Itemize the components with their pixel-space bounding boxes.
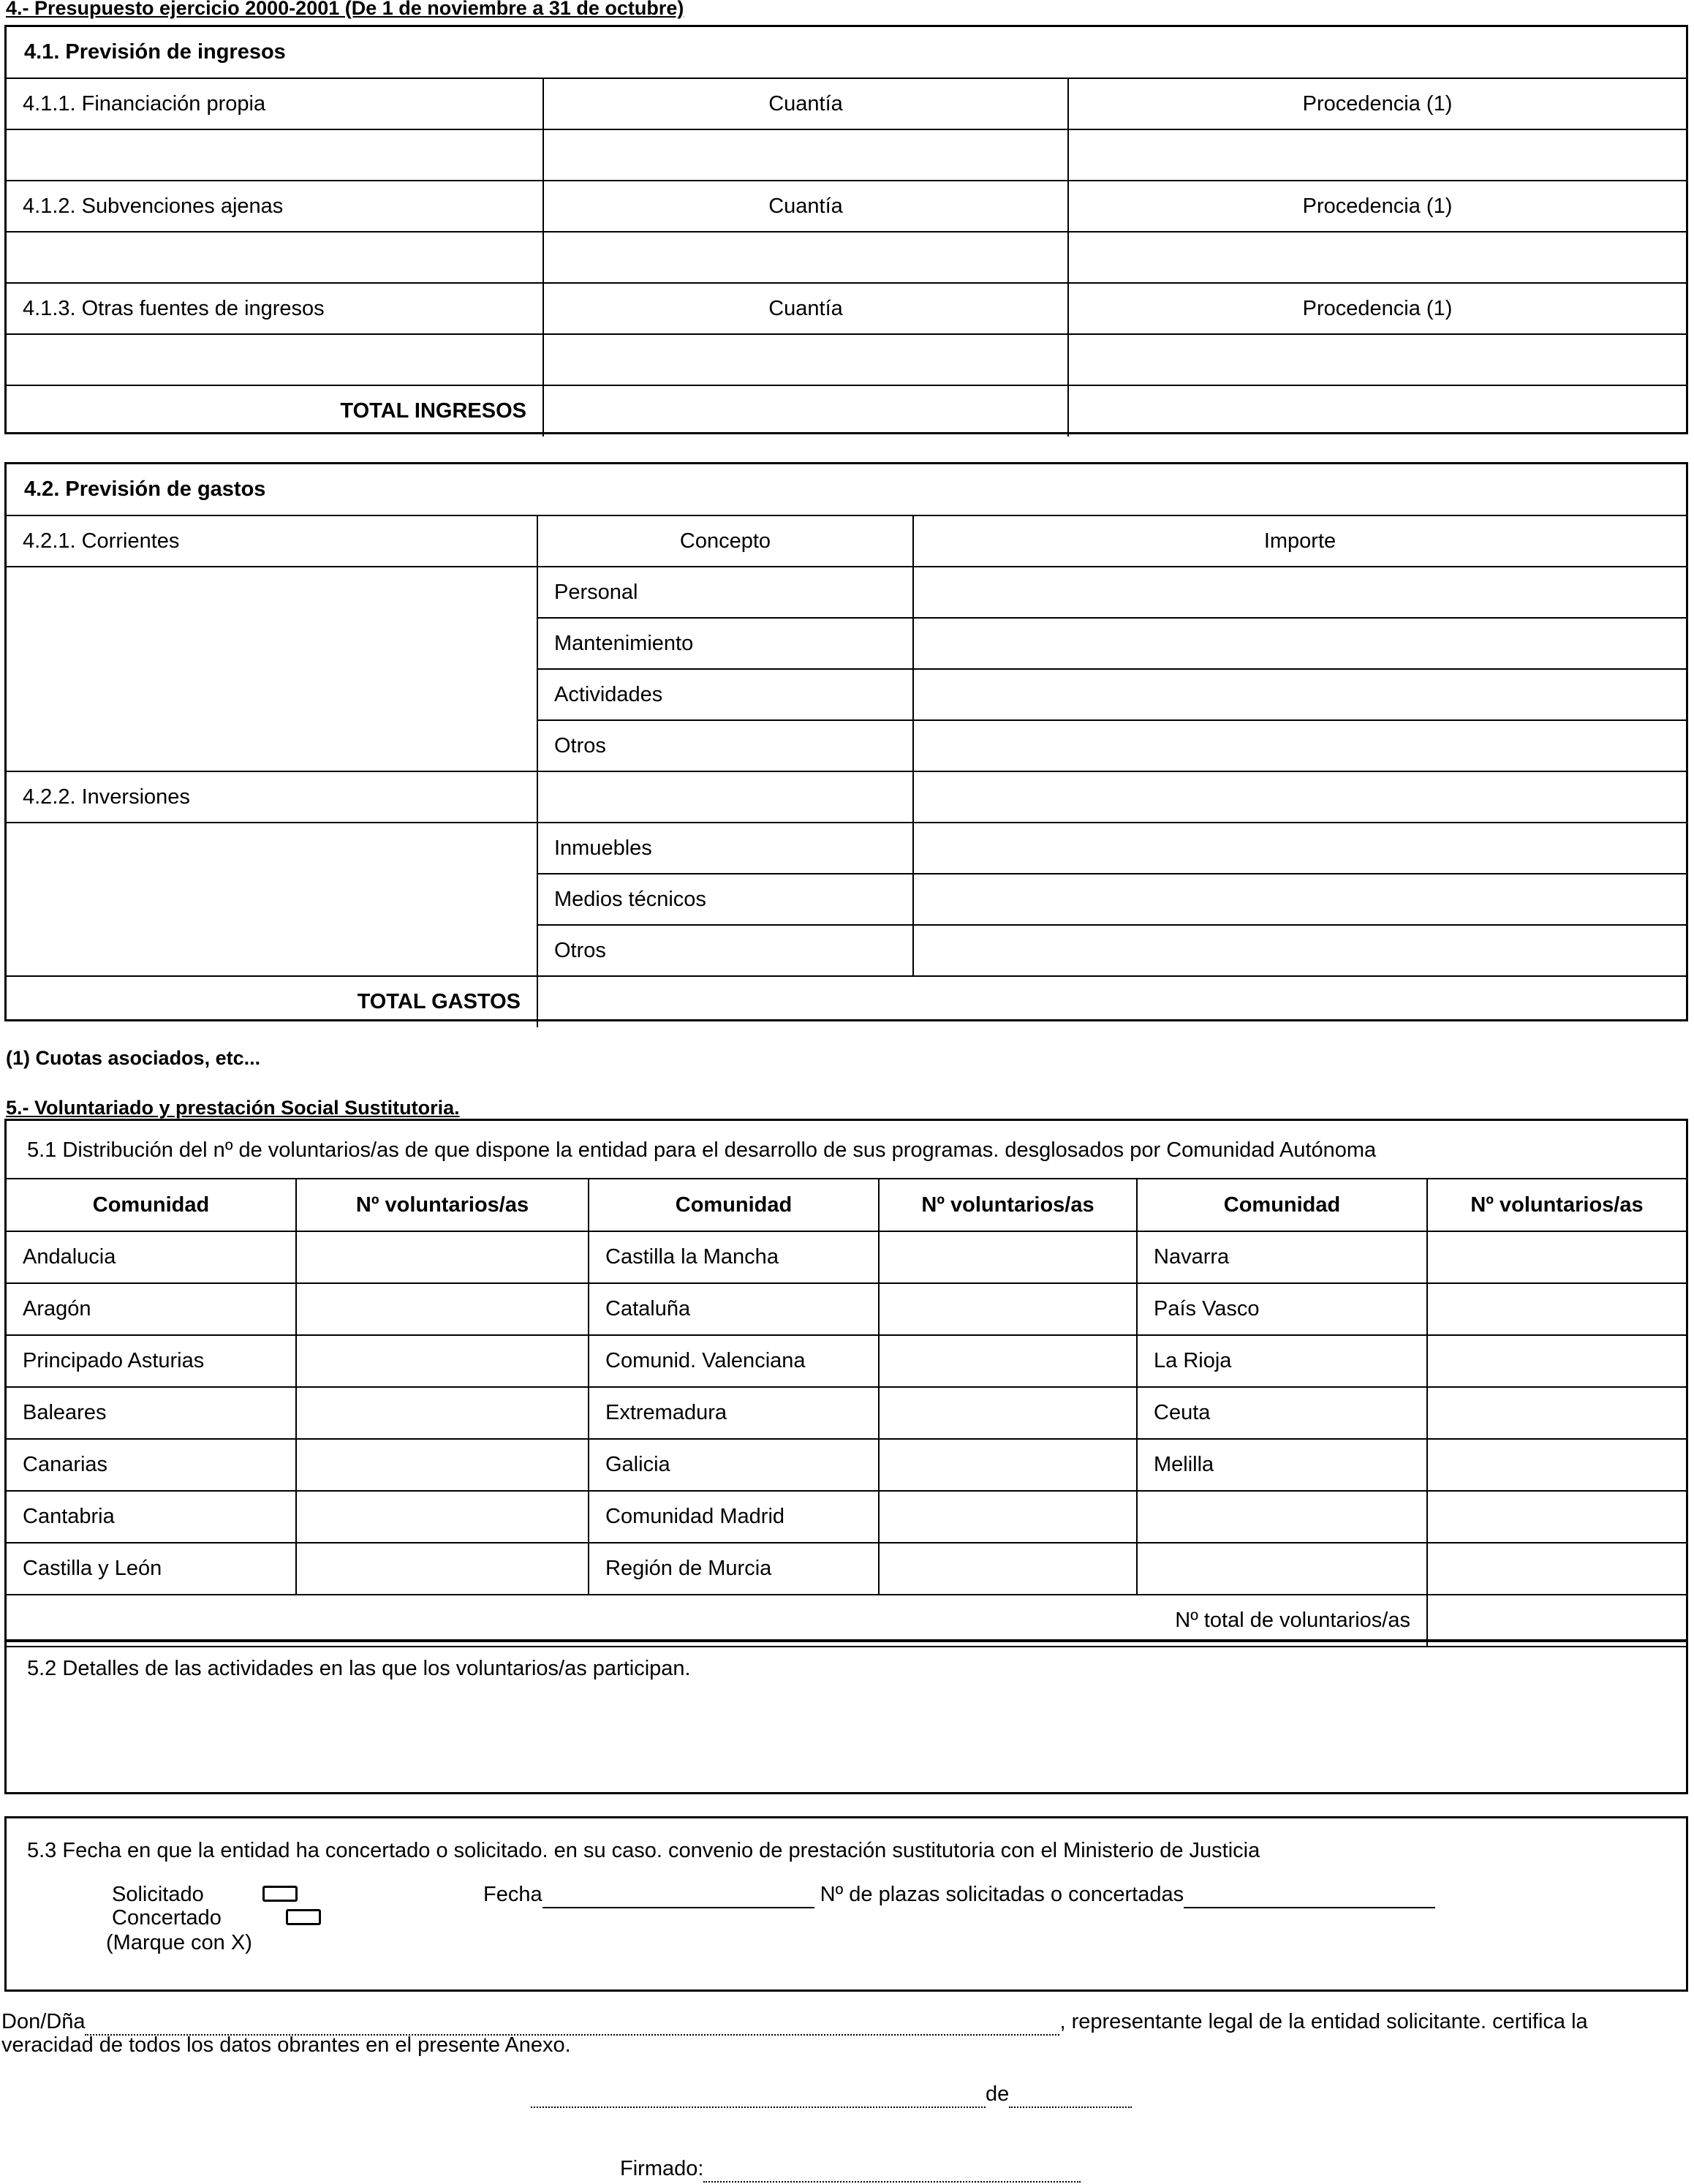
certification-line1	[1, 2010, 1692, 2036]
comunidad-name	[1137, 1491, 1427, 1543]
concepto-item: Medios técnicos	[537, 874, 913, 925]
ingresos-input-cell[interactable]	[7, 232, 543, 283]
firma-field[interactable]	[703, 2157, 1081, 2183]
comunidad-name: Comunidad Madrid	[589, 1491, 879, 1543]
concepto-item: Personal	[537, 567, 913, 618]
voluntarios-input-cell[interactable]	[879, 1439, 1137, 1491]
col-procedencia: Procedencia (1)	[1068, 283, 1686, 334]
importe-input-cell[interactable]	[913, 618, 1686, 669]
voluntarios-input-cell[interactable]	[296, 1335, 589, 1387]
voluntarios-input-cell[interactable]	[1427, 1491, 1686, 1543]
don-label: Don/Dña	[1, 2010, 86, 2033]
total-voluntarios-cell[interactable]	[1427, 1595, 1686, 1647]
plazas-label: Nº de plazas solicitadas o concertadas	[820, 1883, 1184, 1906]
comunidad-name: Baleares	[7, 1387, 296, 1439]
col-cuantia: Cuantía	[543, 78, 1068, 129]
voluntarios-input-cell[interactable]	[879, 1543, 1137, 1595]
importe-input-cell[interactable]	[913, 669, 1686, 720]
comunidad-name: Principado Asturias	[7, 1335, 296, 1387]
comunidad-name: Canarias	[7, 1439, 296, 1491]
inversiones-label: 4.2.2. Inversiones	[7, 771, 537, 823]
voluntarios-input-cell[interactable]	[1427, 1387, 1686, 1439]
de-label: de	[986, 2082, 1010, 2106]
comunidad-name: Cataluña	[589, 1283, 879, 1335]
voluntarios-input-cell[interactable]	[1427, 1439, 1686, 1491]
col-comunidad: Comunidad	[589, 1179, 879, 1231]
col-voluntarios: Nº voluntarios/as	[1427, 1179, 1686, 1231]
col-importe: Importe	[913, 515, 1686, 567]
procedencia-input-cell[interactable]	[1068, 129, 1686, 181]
comunidad-name: Melilla	[1137, 1439, 1427, 1491]
comunidad-name: País Vasco	[1137, 1283, 1427, 1335]
year-field[interactable]	[1009, 2082, 1132, 2108]
comunidad-name: Cantabria	[7, 1491, 296, 1543]
comunidad-name: La Rioja	[1137, 1335, 1427, 1387]
voluntarios-input-cell[interactable]	[296, 1439, 589, 1491]
procedencia-input-cell[interactable]	[1068, 232, 1686, 283]
voluntarios-input-cell[interactable]	[1427, 1231, 1686, 1283]
gastos-table	[7, 464, 1686, 1027]
ingresos-group-label: 4.1.3. Otras fuentes de ingresos	[7, 283, 543, 334]
importe-input-cell[interactable]	[913, 720, 1686, 771]
col-cuantia: Cuantía	[543, 181, 1068, 232]
importe-input-cell[interactable]	[913, 567, 1686, 618]
marque-label: (Marque con X)	[106, 1931, 252, 1954]
section5-title: 5.- Voluntariado y prestación Social Sustitutoria.	[6, 1097, 460, 1119]
don-field[interactable]	[85, 2010, 1059, 2036]
s52-title: 5.2 Detalles de las actividades en las que los voluntarios/as participan.	[27, 1657, 691, 1680]
comunidad-name	[1137, 1543, 1427, 1595]
comunidad-name: Andalucia	[7, 1231, 296, 1283]
firmado-line	[620, 2157, 1081, 2183]
voluntarios-input-cell[interactable]	[879, 1231, 1137, 1283]
comunidad-name: Región de Murcia	[589, 1543, 879, 1595]
voluntarios-input-cell[interactable]	[296, 1543, 589, 1595]
comunidad-name: Castilla la Mancha	[589, 1231, 879, 1283]
concepto-item: Otros	[537, 720, 913, 771]
convenio-box	[4, 1816, 1688, 1992]
voluntarios-input-cell[interactable]	[879, 1491, 1137, 1543]
firmado-label: Firmado:	[620, 2157, 704, 2180]
comunidad-name: Aragón	[7, 1283, 296, 1335]
solicitado-label: Solicitado	[112, 1883, 204, 1906]
voluntarios-input-cell[interactable]	[296, 1283, 589, 1335]
col-comunidad: Comunidad	[1137, 1179, 1427, 1231]
voluntarios-input-cell[interactable]	[1427, 1335, 1686, 1387]
voluntarios-input-cell[interactable]	[879, 1387, 1137, 1439]
voluntarios-box	[4, 1119, 1688, 1680]
s51-title: 5.1 Distribución del nº de voluntarios/as de que dispone la entidad para el desarrollo de sus programas. desglosados por Comunidad Autónoma	[27, 1138, 1377, 1162]
voluntarios-input-cell[interactable]	[296, 1491, 589, 1543]
comunidad-name: Ceuta	[1137, 1387, 1427, 1439]
ingresos-table	[7, 27, 1686, 437]
section4-title: 4.- Presupuesto ejercicio 2000-2001 (De 1 de noviembre a 31 de octubre)	[6, 0, 684, 19]
col-voluntarios: Nº voluntarios/as	[879, 1179, 1137, 1231]
voluntarios-input-cell[interactable]	[879, 1335, 1137, 1387]
footnote: (1) Cuotas asociados, etc...	[6, 1047, 261, 1069]
inversiones-concepto-cell[interactable]	[537, 771, 913, 823]
total-ingresos-cuantia-cell[interactable]	[543, 385, 1068, 437]
ingresos-box	[4, 25, 1688, 434]
total-ingresos-label: TOTAL INGRESOS	[7, 385, 543, 437]
concertado-label: Concertado	[112, 1906, 222, 1930]
s53-title: 5.3 Fecha en que la entidad ha concertado o solicitado. en su caso. convenio de prestación sustitutoria con el Ministerio de Justicia	[27, 1839, 1260, 1862]
col-comunidad: Comunidad	[7, 1179, 296, 1231]
inversiones-blank-cell	[7, 823, 537, 976]
cuantia-input-cell[interactable]	[543, 232, 1068, 283]
col-voluntarios: Nº voluntarios/as	[296, 1179, 589, 1231]
ingresos-title: 4.1. Previsión de ingresos	[7, 27, 1686, 78]
inversiones-importe-cell[interactable]	[913, 771, 1686, 823]
comunidad-name: Comunid. Valenciana	[589, 1335, 879, 1387]
col-concepto: Concepto	[537, 515, 913, 567]
certification-line2: veracidad de todos los datos obrantes en el presente Anexo.	[1, 2033, 571, 2057]
importe-input-cell[interactable]	[913, 925, 1686, 976]
plazas-field[interactable]	[1184, 1883, 1435, 1908]
concertado-checkbox[interactable]	[286, 1909, 321, 1925]
importe-input-cell[interactable]	[913, 874, 1686, 925]
cuantia-input-cell[interactable]	[543, 129, 1068, 181]
place-date-line	[531, 2082, 1132, 2108]
actividades-box[interactable]	[4, 1641, 1688, 1794]
col-procedencia: Procedencia (1)	[1068, 78, 1686, 129]
voluntarios-input-cell[interactable]	[1427, 1543, 1686, 1595]
comunidad-name: Navarra	[1137, 1231, 1427, 1283]
ingresos-group-label: 4.1.2. Subvenciones ajenas	[7, 181, 543, 232]
voluntarios-input-cell[interactable]	[1427, 1283, 1686, 1335]
total-gastos-label: TOTAL GASTOS	[7, 976, 537, 1027]
cuantia-input-cell[interactable]	[543, 334, 1068, 385]
ingresos-input-cell[interactable]	[7, 129, 543, 181]
comunidad-name: Galicia	[589, 1439, 879, 1491]
comunidad-name: Castilla y León	[7, 1543, 296, 1595]
col-cuantia: Cuantía	[543, 283, 1068, 334]
procedencia-input-cell[interactable]	[1068, 334, 1686, 385]
corrientes-label: 4.2.1. Corrientes	[7, 515, 537, 567]
concepto-item: Mantenimiento	[537, 618, 913, 669]
ingresos-input-cell[interactable]	[7, 334, 543, 385]
concepto-item: Actividades	[537, 669, 913, 720]
total-voluntarios-label: Nº total de voluntarios/as	[7, 1595, 1427, 1647]
certification-text: , representante legal de la entidad solicitante. certifica la	[1059, 2010, 1588, 2033]
importe-input-cell[interactable]	[913, 823, 1686, 874]
voluntarios-input-cell[interactable]	[296, 1231, 589, 1283]
solicitado-checkbox[interactable]	[262, 1886, 298, 1902]
comunidad-name: Extremadura	[589, 1387, 879, 1439]
fecha-row	[483, 1883, 1435, 1908]
total-ingresos-procedencia-cell[interactable]	[1068, 385, 1686, 437]
fecha-field[interactable]	[542, 1883, 814, 1908]
fecha-label: Fecha	[483, 1883, 542, 1906]
concepto-item: Otros	[537, 925, 913, 976]
ingresos-group-label: 4.1.1. Financiación propia	[7, 78, 543, 129]
corrientes-blank-cell	[7, 567, 537, 771]
gastos-title: 4.2. Previsión de gastos	[7, 464, 1686, 515]
place-date-field[interactable]	[531, 2082, 986, 2108]
voluntarios-input-cell[interactable]	[879, 1283, 1137, 1335]
concepto-item: Inmuebles	[537, 823, 913, 874]
col-procedencia: Procedencia (1)	[1068, 181, 1686, 232]
voluntarios-table	[7, 1178, 1686, 1647]
gastos-box	[4, 462, 1688, 1021]
voluntarios-input-cell[interactable]	[296, 1387, 589, 1439]
total-gastos-cell[interactable]	[537, 976, 1686, 1027]
